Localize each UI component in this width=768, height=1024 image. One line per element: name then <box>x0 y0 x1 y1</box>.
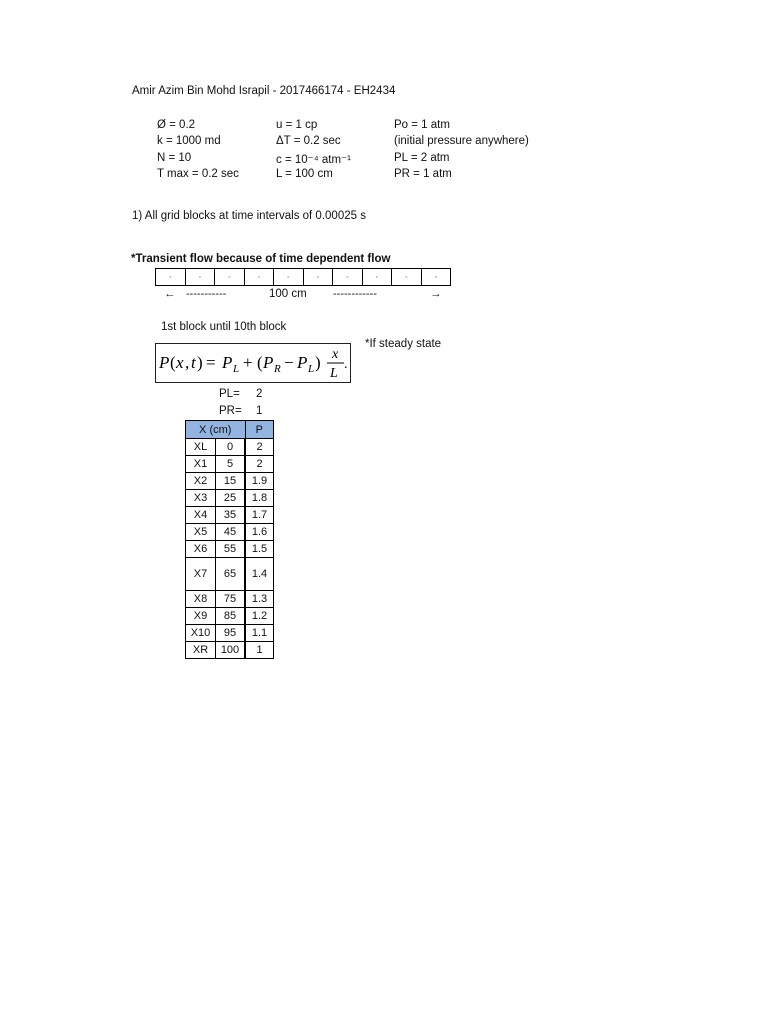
cell-name: X5 <box>186 524 216 541</box>
cell-p: 2 <box>245 456 274 473</box>
svg-text:P: P <box>159 353 170 372</box>
cell-p: 2 <box>245 439 274 456</box>
cell-p: 1 <box>245 642 274 659</box>
param-permeability: k = 1000 md <box>157 135 221 147</box>
svg-text:x: x <box>176 353 184 372</box>
cell-p: 1.2 <box>245 608 274 625</box>
cell-name: X7 <box>186 558 216 591</box>
cell-x: 100 <box>216 642 246 659</box>
pressure-table <box>185 420 274 659</box>
author-line: Amir Azim Bin Mohd Israpil - 2017466174 - EH2434 <box>132 85 396 97</box>
param-pr: PR = 1 atm <box>394 168 452 180</box>
param-delta-t: ΔT = 0.2 sec <box>276 135 341 147</box>
svg-text:(: ( <box>170 353 176 372</box>
param-n: N = 10 <box>157 152 192 164</box>
pl-label: PL= <box>219 388 240 400</box>
question-text: 1) All grid blocks at time intervals of 0.00025 s <box>132 210 366 222</box>
cell-x: 95 <box>216 625 246 642</box>
cell-name: XR <box>186 642 216 659</box>
svg-text:L: L <box>308 363 315 375</box>
cell-p: 1.3 <box>245 591 274 608</box>
pl-value: 2 <box>256 388 263 400</box>
cell-name: X4 <box>186 507 216 524</box>
param-tmax: T max = 0.2 sec <box>157 168 239 180</box>
table-row <box>186 473 274 490</box>
cell-name: X8 <box>186 591 216 608</box>
cell-name: XL <box>186 439 216 456</box>
param-porosity: Ø = 0.2 <box>157 119 196 131</box>
svg-text:): ) <box>315 353 321 372</box>
cell-x: 25 <box>216 490 246 507</box>
transient-heading: *Transient flow because of time dependent flow <box>131 253 391 265</box>
grid-block: ◦ <box>156 269 186 285</box>
cell-name: X9 <box>186 608 216 625</box>
cell-x: 85 <box>216 608 246 625</box>
param-po-note: (initial pressure anywhere) <box>394 135 529 147</box>
pr-label: PR= <box>219 405 242 417</box>
cell-x: 0 <box>216 439 246 456</box>
cell-name: X10 <box>186 625 216 642</box>
steady-state-label: *If steady state <box>365 338 442 350</box>
cell-p: 1.1 <box>245 625 274 642</box>
formula-image <box>156 344 349 381</box>
grid-block: ◦ <box>392 269 422 285</box>
grid-block: ◦ <box>186 269 216 285</box>
grid-blocks <box>155 268 451 286</box>
cell-name: X2 <box>186 473 216 490</box>
svg-text:P: P <box>222 353 233 372</box>
cell-name: X1 <box>186 456 216 473</box>
table-row <box>186 456 274 473</box>
right-dashes: ------------ <box>333 288 377 300</box>
svg-text:,: , <box>185 353 190 372</box>
svg-text:L: L <box>330 366 338 381</box>
table-row <box>186 439 274 456</box>
cell-x: 65 <box>216 558 246 591</box>
table-row <box>186 591 274 608</box>
length-label: 100 cm <box>269 288 307 300</box>
svg-text:t: t <box>191 353 196 372</box>
left-dashes: ----------- <box>186 288 227 300</box>
cell-p: 1.7 <box>245 507 274 524</box>
table-row <box>186 608 274 625</box>
grid-block: ◦ <box>274 269 304 285</box>
svg-text:.: . <box>344 357 348 372</box>
pr-value: 1 <box>256 405 263 417</box>
svg-text:P: P <box>263 353 274 372</box>
cell-x: 35 <box>216 507 246 524</box>
cell-x: 5 <box>216 456 246 473</box>
grid-block: ◦ <box>333 269 363 285</box>
grid-block: ◦ <box>245 269 275 285</box>
param-po: Po = 1 atm <box>394 119 450 131</box>
cell-p: 1.4 <box>245 558 274 591</box>
left-arrow-icon: ← <box>164 288 176 300</box>
cell-p: 1.5 <box>245 541 274 558</box>
cell-p: 1.8 <box>245 490 274 507</box>
table-row <box>186 541 274 558</box>
cell-x: 75 <box>216 591 246 608</box>
param-viscosity: u = 1 cp <box>276 119 318 131</box>
param-pl: PL = 2 atm <box>394 152 450 164</box>
cell-p: 1.9 <box>245 473 274 490</box>
svg-text:−: − <box>284 353 294 372</box>
cell-name: X6 <box>186 541 216 558</box>
cell-name: X3 <box>186 490 216 507</box>
param-compressibility: c = 10⁻⁴ atm⁻¹ <box>276 154 351 166</box>
grid-block: ◦ <box>434 273 437 281</box>
table-row <box>186 625 274 642</box>
column-header-x: X (cm) <box>186 421 246 439</box>
steady-state-formula <box>155 343 351 383</box>
column-header-p: P <box>245 421 274 439</box>
grid-block: ◦ <box>304 269 334 285</box>
table-row <box>186 490 274 507</box>
table-row <box>186 524 274 541</box>
block-range-label: 1st block until 10th block <box>161 321 287 333</box>
param-length: L = 100 cm <box>276 168 333 180</box>
svg-text:R: R <box>274 363 281 375</box>
cell-x: 55 <box>216 541 246 558</box>
table-row <box>186 507 274 524</box>
grid-block: ◦ <box>363 269 393 285</box>
right-arrow-icon: → <box>430 288 442 300</box>
svg-text:(: ( <box>257 353 263 372</box>
table-header-row <box>186 421 274 439</box>
table-row <box>186 642 274 659</box>
cell-x: 15 <box>216 473 246 490</box>
cell-p: 1.6 <box>245 524 274 541</box>
grid-block: ◦ <box>215 269 245 285</box>
cell-x: 45 <box>216 524 246 541</box>
svg-text:L: L <box>233 363 240 375</box>
svg-text:): ) <box>197 353 203 372</box>
svg-text:P: P <box>297 353 308 372</box>
svg-text:=: = <box>206 353 216 372</box>
svg-text:+: + <box>243 353 253 372</box>
svg-text:x: x <box>332 347 339 362</box>
table-row <box>186 558 274 591</box>
